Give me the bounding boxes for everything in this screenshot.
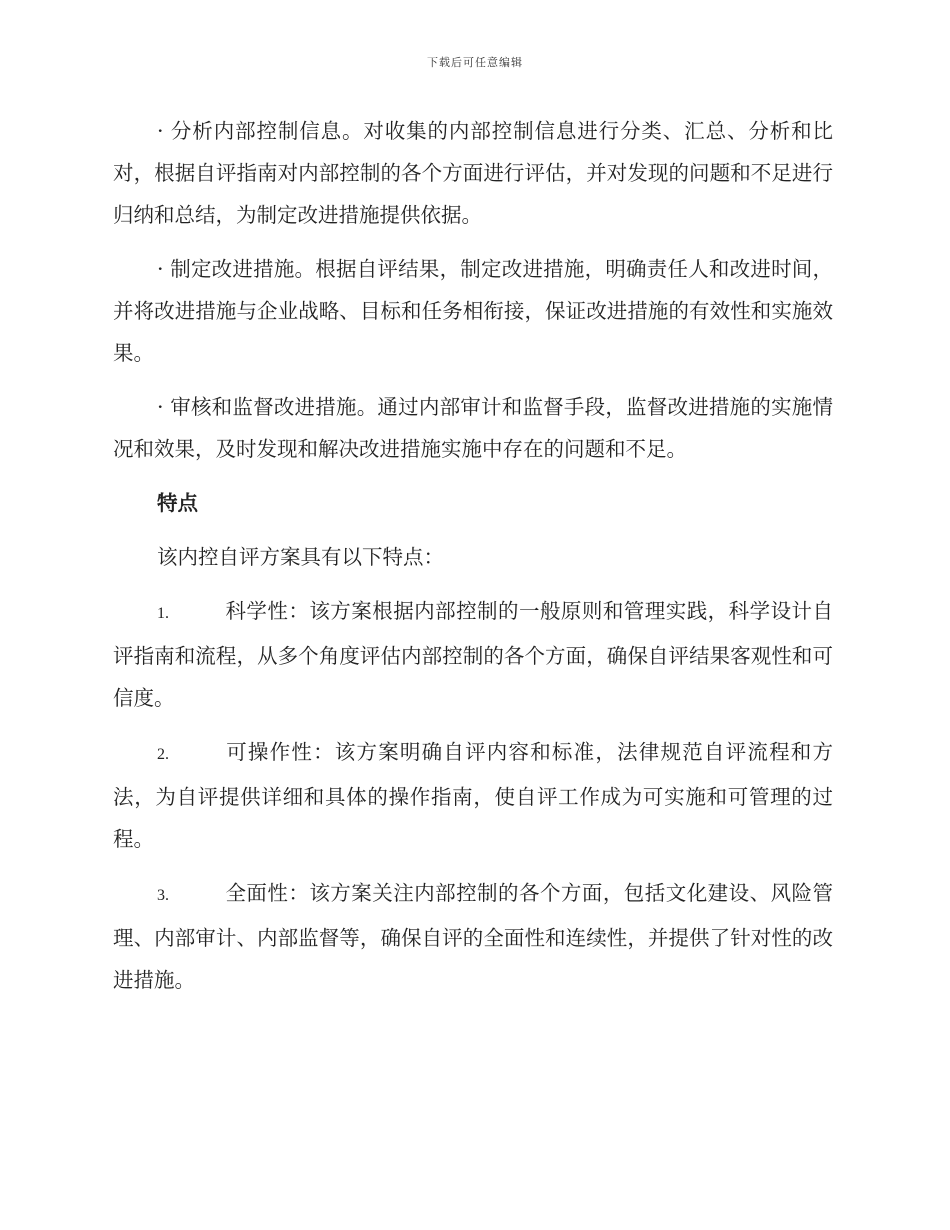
feature-number: 3. [157,887,169,904]
section-intro: 该内控自评方案具有以下特点： [157,545,444,569]
feature-text: 可操作性：该方案明确自评内容和标准，法律规范自评流程和方法，为自评提供详细和具体的操作指南，使自评工作成为可实施和可管理的过程。 [113,740,833,851]
page-header: 下载后可任意编辑 [427,56,523,69]
feature-item [113,590,833,719]
feature-item [113,872,833,1001]
section-heading: 特点 [157,491,198,515]
bullet-paragraph-formulate: · 制定改进措施。根据自评结果，制定改进措施，明确责任人和改进时间，并将改进措施与企业战略、目标和任务相衔接，保证改进措施的有效性和实施效果。 [113,257,833,365]
feature-text: 全面性：该方案关注内部控制的各个方面，包括文化建设、风险管理、内部审计、内部监督等，确保自评的全面性和连续性，并提供了针对性的改进措施。 [113,881,833,992]
bullet-paragraph-analyze: · 分析内部控制信息。对收集的内部控制信息进行分类、汇总、分析和比对，根据自评指南对内部控制的各个方面进行评估，并对发现的问题和不足进行归纳和总结，为制定改进措施提供依据。 [113,119,833,227]
feature-item [113,731,833,860]
feature-number: 2. [157,746,169,763]
feature-number: 1. [157,605,169,622]
feature-text: 科学性：该方案根据内部控制的一般原则和管理实践，科学设计自评指南和流程，从多个角度评估内部控制的各个方面，确保自评结果客观性和可信度。 [113,599,833,710]
document-body [113,110,833,1013]
bullet-paragraph-review: · 审核和监督改进措施。通过内部审计和监督手段，监督改进措施的实施情况和效果，及时发现和解决改进措施实施中存在的问题和不足。 [113,395,833,461]
